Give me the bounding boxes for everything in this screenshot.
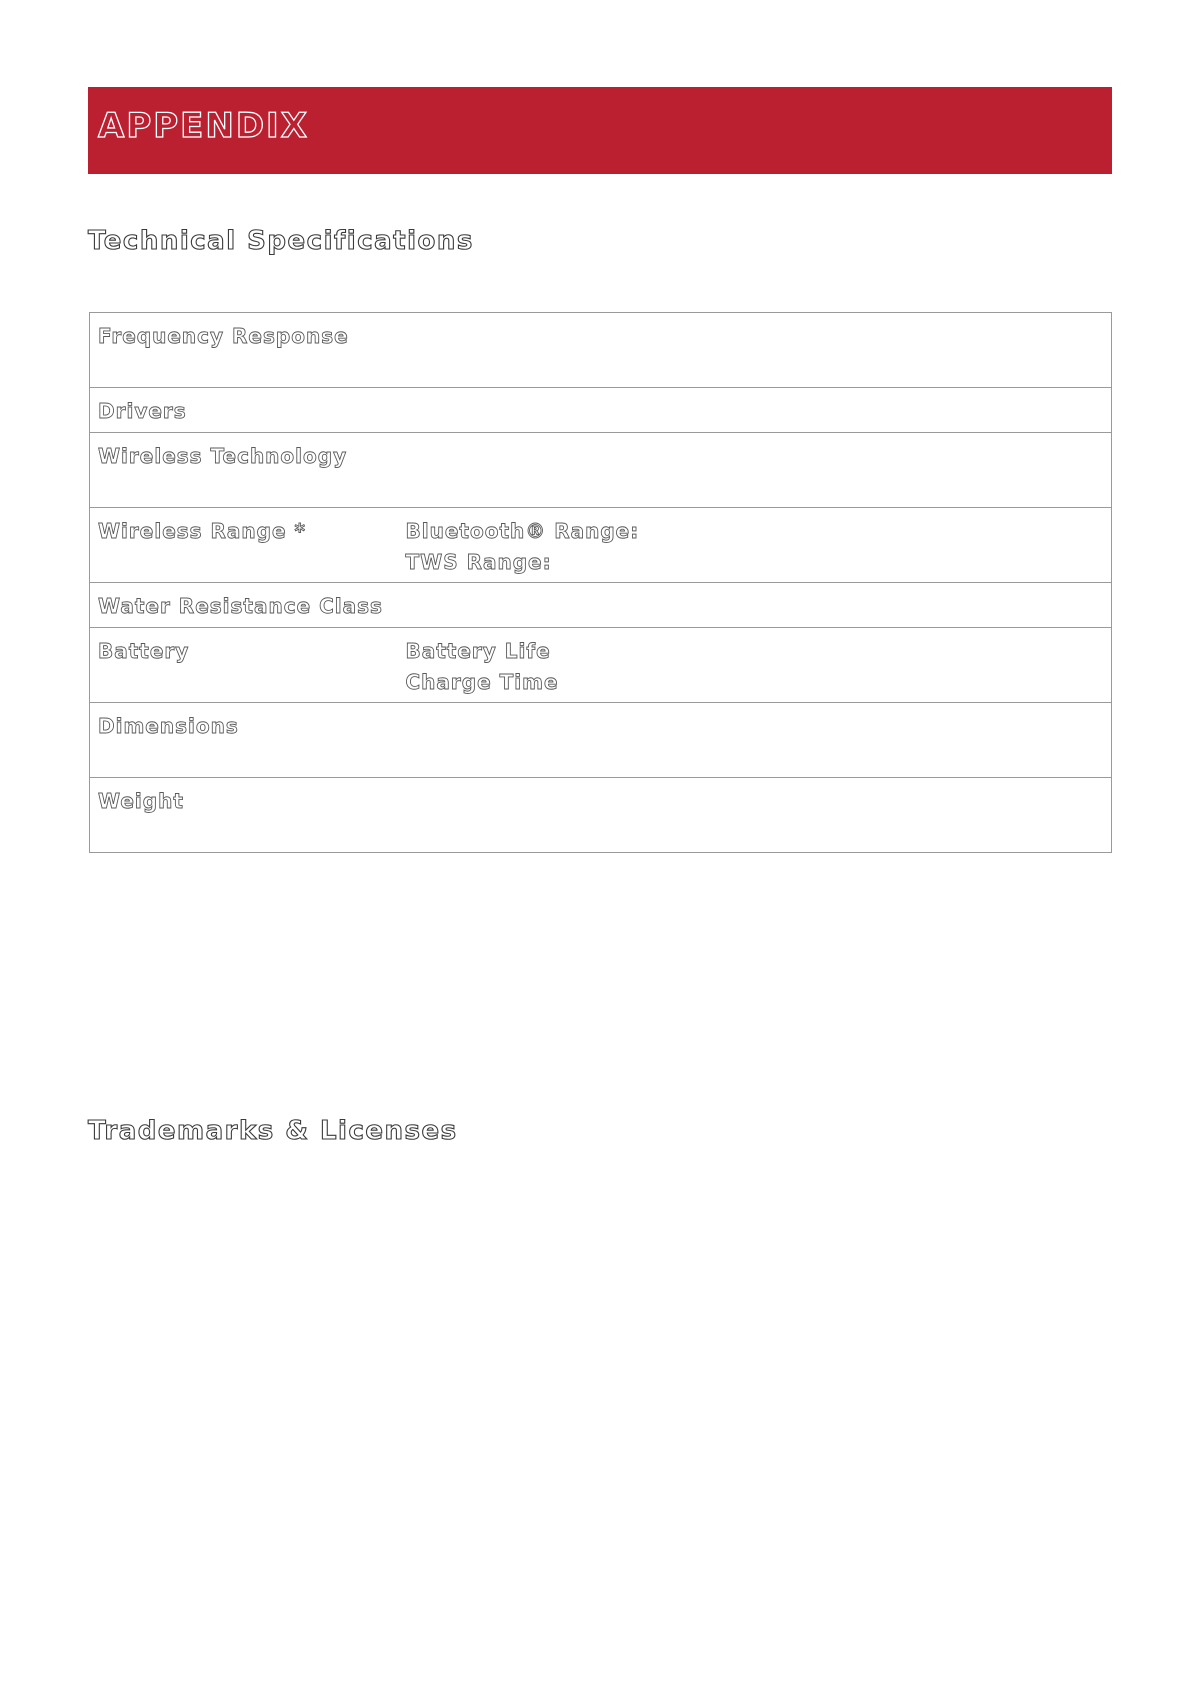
bluetooth-range-label: Bluetooth® Range: (405, 519, 640, 543)
spec-label: Wireless Range * (90, 508, 398, 583)
spec-value (398, 778, 1112, 853)
spec-label: Battery (90, 628, 398, 703)
technical-specifications-heading: Technical Specifications (88, 226, 474, 256)
battery-life-label: Battery Life (405, 639, 551, 663)
spec-label: Drivers (90, 388, 398, 433)
spec-row-wireless-technology (90, 433, 1112, 508)
spec-row-water-resistance (90, 583, 1112, 628)
trademarks-licenses-heading: Trademarks & Licenses (88, 1116, 458, 1146)
spec-value (398, 388, 1112, 433)
spec-row-battery (90, 628, 1112, 703)
appendix-banner (88, 87, 1112, 174)
spec-label: Wireless Technology (90, 433, 398, 508)
spec-label: Dimensions (90, 703, 398, 778)
spec-value (398, 433, 1112, 508)
tws-range-label: TWS Range: (405, 550, 552, 574)
spec-label: Water Resistance Class (90, 583, 398, 628)
spec-row-drivers (90, 388, 1112, 433)
banner-title: APPENDIX (98, 106, 309, 146)
spec-value (398, 583, 1112, 628)
spec-value (398, 313, 1112, 388)
spec-label: Weight (90, 778, 398, 853)
spec-value (398, 508, 1112, 583)
charge-time-label: Charge Time (405, 670, 559, 694)
spec-row-dimensions (90, 703, 1112, 778)
spec-row-frequency-response (90, 313, 1112, 388)
spec-value (398, 628, 1112, 703)
spec-row-weight (90, 778, 1112, 853)
spec-row-wireless-range (90, 508, 1112, 583)
spec-value (398, 703, 1112, 778)
spec-table (89, 312, 1112, 853)
spec-label: Frequency Response (90, 313, 398, 388)
